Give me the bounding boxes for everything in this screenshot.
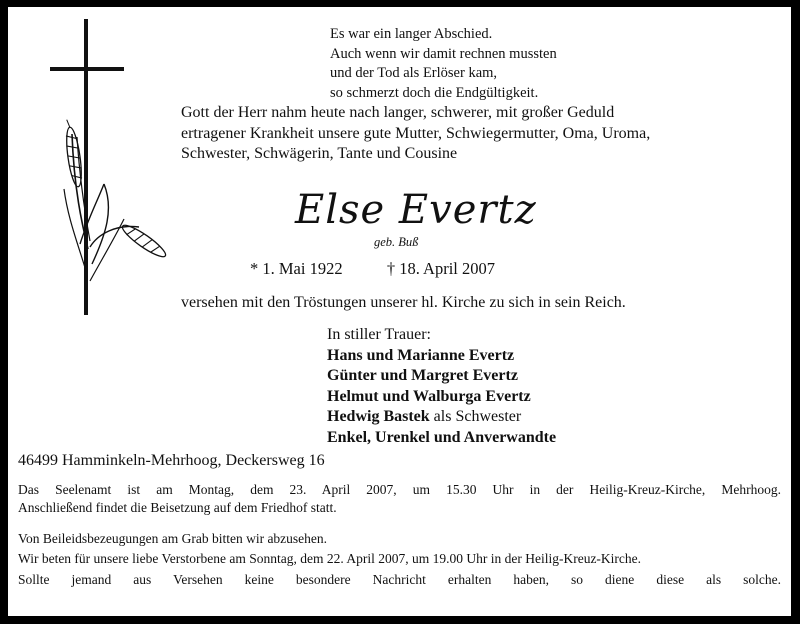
death-date: † 18. April 2007 [386, 259, 496, 278]
poem-line: und der Tod als Erlöser kam, [330, 65, 498, 81]
service-info [18, 481, 781, 517]
mourner: Hans und Marianne Evertz [327, 346, 515, 364]
mourner [327, 407, 556, 428]
poem-line: Es war ein langer Abschied. [330, 26, 493, 42]
mourner-name: Hedwig Bastek [327, 408, 430, 425]
birth-name: geb. Buß [374, 235, 419, 249]
poem-line: so schmerzt doch die Endgültigkeit. [330, 84, 539, 101]
life-dates [250, 259, 495, 279]
service-line: Anschließend findet die Beisetzung auf dem Friedhof statt. [18, 500, 337, 515]
blessing-text: versehen mit den Tröstungen unserer hl. Kirche zu sich in sein Reich. [181, 294, 626, 311]
announcement-line: ertragener Krankheit unsere gute Mutter, Schwiegermutter, Oma, Uroma, [181, 124, 651, 142]
notice-note: Sollte jemand aus Versehen keine besondere Nachricht erhalten haben, so diene diese als solche. [18, 572, 781, 587]
poem [330, 25, 557, 103]
announcement-line: Schwester, Schwägerin, Tante und Cousine [181, 145, 458, 162]
poem-line: Auch wenn wir damit rechnen mussten [330, 45, 557, 62]
mourners-list [327, 325, 556, 448]
announcement-text [181, 103, 650, 165]
mourners-heading: In stiller Trauer: [327, 326, 431, 343]
mourner: Enkel, Urenkel und Anverwandte [327, 428, 557, 446]
mourner: Helmut und Walburga Evertz [327, 387, 531, 405]
mourner: Günter und Margret Evertz [327, 367, 518, 384]
notes [18, 530, 781, 589]
deceased-name: Else Evertz [295, 187, 537, 233]
service-line: Das Seelenamt ist am Montag, dem 23. April 2007, um 15.30 Uhr in der Heilig-Kreuz-Kirche, Mehrhoog. [18, 482, 781, 497]
obituary-card [8, 7, 791, 616]
mourner-relation: als Schwester [429, 408, 522, 425]
cross-with-wheat-icon [44, 19, 169, 324]
birth-date: * 1. Mai 1922 [250, 259, 343, 278]
prayer-note: Wir beten für unsere liebe Verstorbene am Sonntag, dem 22. April 2007, um 19.00 Uhr in der Heilig-Kreuz-Kirche. [18, 551, 642, 566]
announcement-line: Gott der Herr nahm heute nach langer, schwerer, mit großer Geduld [181, 104, 615, 121]
family-address: 46499 Hamminkeln-Mehrhoog, Deckersweg 16 [18, 452, 325, 469]
condolence-note: Von Beileidsbezeugungen am Grab bitten wir abzusehen. [18, 531, 328, 546]
